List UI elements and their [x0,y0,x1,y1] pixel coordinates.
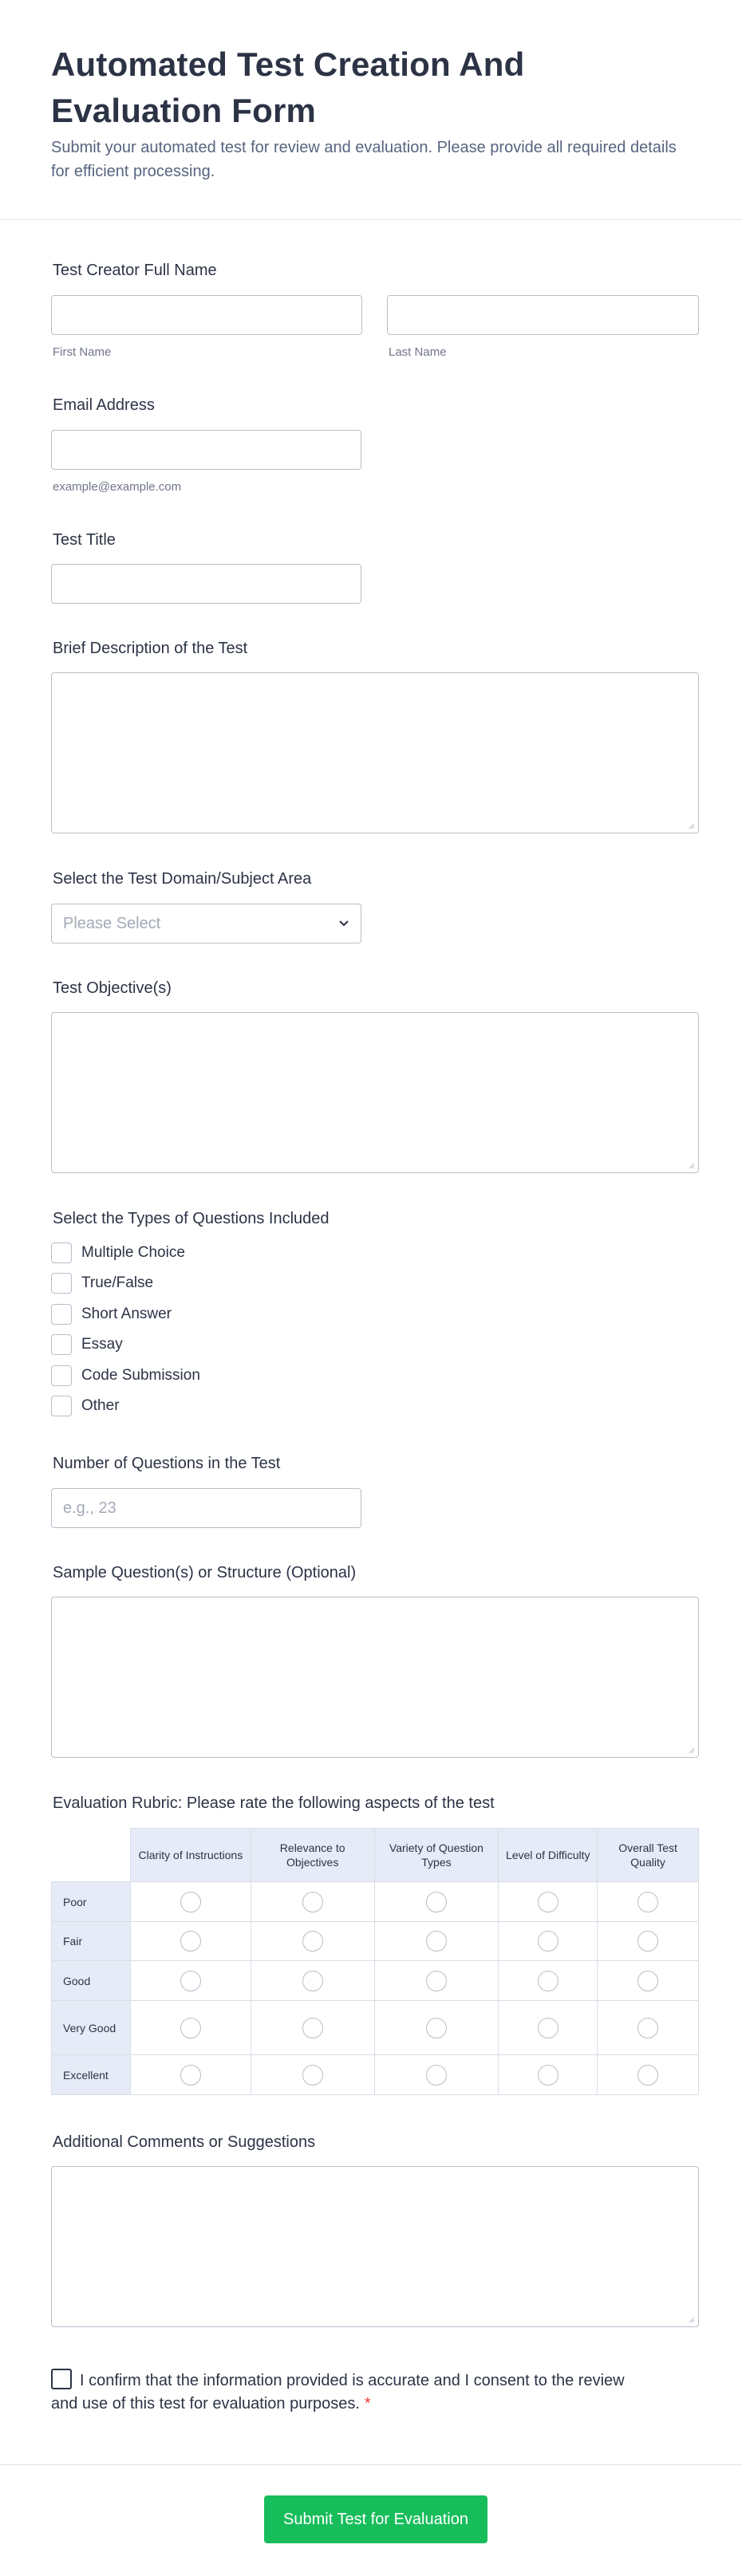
rating-radio[interactable] [302,1931,323,1952]
checkbox[interactable] [51,1334,72,1355]
question-type-option[interactable] [51,1242,185,1264]
objectives-textarea[interactable] [51,1012,699,1173]
num-questions-label: Number of Questions in the Test [53,1455,281,1472]
rating-radio[interactable] [538,1892,558,1912]
resize-grip-icon[interactable] [687,2315,695,2323]
form-subtitle: Submit your automated test for review and evaluation. Please provide all required details for efficient processing. [51,139,677,180]
num-questions-input[interactable] [51,1488,361,1528]
question-type-label: Code Submission [81,1367,200,1384]
email-input[interactable] [51,430,361,470]
checkbox[interactable] [51,1396,72,1416]
rating-radio[interactable] [538,1931,558,1952]
rating-radio[interactable] [637,2018,658,2038]
question-type-label: Multiple Choice [81,1244,185,1261]
chevron-down-icon [338,920,349,928]
test-title-label: Test Title [53,531,116,549]
form-header [0,0,742,220]
rating-radio[interactable] [637,1892,658,1912]
question-type-label: True/False [81,1274,154,1291]
checkbox[interactable] [51,1304,72,1325]
rating-radio[interactable] [180,2065,201,2086]
test-title-input[interactable] [51,564,361,604]
question-type-label: Other [81,1397,120,1414]
objectives-label: Test Objective(s) [53,979,172,997]
rating-radio[interactable] [302,1971,323,1991]
rating-radio[interactable] [426,2065,447,2086]
rubric-column-header: Level of Difficulty [499,1829,598,1882]
resize-grip-icon[interactable] [687,1161,695,1169]
rating-radio[interactable] [637,2065,658,2086]
description-label: Brief Description of the Test [53,640,248,657]
form-title: Automated Test Creation And Evaluation Form [51,45,525,129]
domain-label: Select the Test Domain/Subject Area [53,870,312,888]
rubric-row-header: Good [52,1961,131,2001]
rating-radio[interactable] [180,1971,201,1991]
consent-text: I confirm that the information provided is accurate and I consent to the review and use of this test for evaluation purposes. [51,2372,625,2413]
checkbox[interactable] [51,1273,72,1294]
last-name-input[interactable] [387,295,699,335]
rating-radio[interactable] [302,2065,323,2086]
form-footer [0,2464,742,2576]
question-type-option[interactable] [51,1395,120,1417]
resize-grip-icon[interactable] [687,821,695,829]
question-type-label: Short Answer [81,1306,172,1322]
rubric-label: Evaluation Rubric: Please rate the following aspects of the test [53,1794,495,1812]
comments-textarea[interactable] [51,2166,699,2327]
checkbox[interactable] [51,1365,72,1386]
rubric-column-header: Variety of Question Types [374,1829,499,1882]
question-type-option[interactable] [51,1333,123,1356]
question-type-option[interactable] [51,1365,200,1387]
rubric-row-header: Poor [52,1882,131,1922]
first-name-sublabel: First Name [53,345,112,359]
checkbox[interactable] [51,1243,72,1263]
rating-radio[interactable] [637,1971,658,1991]
consent-block [51,2369,641,2416]
sample-label: Sample Question(s) or Structure (Optional) [53,1564,357,1581]
rating-radio[interactable] [426,1971,447,1991]
rubric-row-header: Excellent [52,2055,131,2095]
rating-radio[interactable] [180,1931,201,1952]
email-sublabel: example@example.com [53,480,182,494]
rubric-corner [52,1829,131,1882]
domain-select-placeholder: Please Select [63,914,161,932]
sample-textarea[interactable] [51,1597,699,1758]
first-name-input[interactable] [51,295,362,335]
rating-radio[interactable] [302,2018,323,2038]
rubric-row-header: Fair [52,1922,131,1961]
description-textarea[interactable] [51,672,699,833]
rubric-column-header: Clarity of Instructions [130,1829,251,1882]
full-name-label: Test Creator Full Name [53,262,217,279]
rubric-column-header: Relevance to Objectives [251,1829,374,1882]
rating-radio[interactable] [180,1892,201,1912]
submit-button[interactable]: Submit Test for Evaluation [264,2495,487,2543]
rubric-column-header: Overall Test Quality [598,1829,699,1882]
question-type-option[interactable] [51,1272,153,1294]
rating-radio[interactable] [538,1971,558,1991]
rating-radio[interactable] [180,2018,201,2038]
question-types-label: Select the Types of Questions Included [53,1210,330,1227]
rubric-row-header: Very Good [52,2001,131,2055]
rating-radio[interactable] [426,1931,447,1952]
question-type-label: Essay [81,1336,123,1353]
rating-radio[interactable] [538,2065,558,2086]
rating-radio[interactable] [637,1931,658,1952]
consent-checkbox[interactable] [51,2369,72,2389]
rating-radio[interactable] [426,2018,447,2038]
required-mark: * [364,2395,371,2413]
last-name-sublabel: Last Name [389,345,447,359]
comments-label: Additional Comments or Suggestions [53,2133,316,2151]
rating-radio[interactable] [538,2018,558,2038]
rubric-table [51,1828,699,2095]
resize-grip-icon[interactable] [687,1746,695,1754]
domain-select[interactable] [51,904,361,943]
rating-radio[interactable] [426,1892,447,1912]
rating-radio[interactable] [302,1892,323,1912]
email-label: Email Address [53,396,155,414]
question-type-option[interactable] [51,1303,172,1325]
